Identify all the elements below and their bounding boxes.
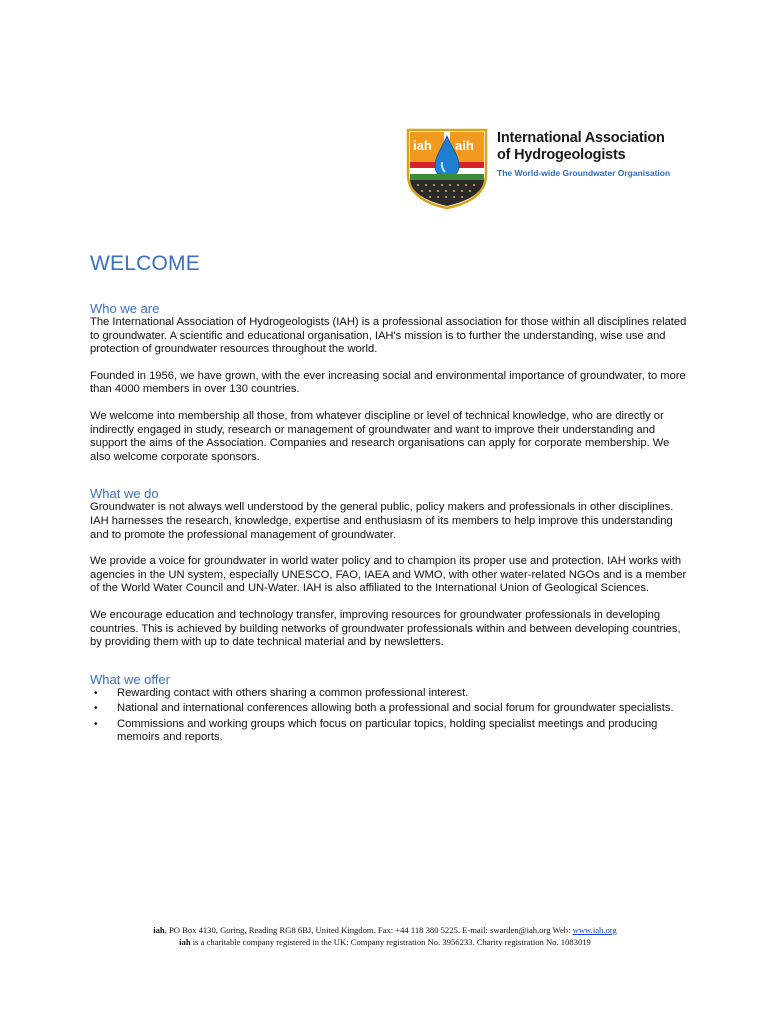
list-item xyxy=(90,718,690,745)
list-item-text: Rewarding contact with others sharing a common professional interest. xyxy=(117,686,469,699)
bullet-icon: • xyxy=(94,718,98,730)
logo-name-line-2: of Hydrogeologists xyxy=(497,147,626,163)
emblem-text-left: iah xyxy=(413,138,432,153)
page-footer xyxy=(0,924,770,948)
footer-org-name: iah xyxy=(153,925,165,935)
list-item xyxy=(90,687,690,701)
emblem-text-right: aih xyxy=(455,138,474,153)
iah-logo xyxy=(406,128,696,210)
bullet-icon: • xyxy=(94,687,98,699)
bullet-icon: • xyxy=(94,703,98,715)
who-we-are-paragraph-3: We welcome into membership all those, from whatever discipline or level of technical knowledge, who are directly or indirectly engaged in study, research or management of groundwater and want to improve their understanding and support the aims of the Association. Companies and research organisations can apply for corporate membership. We also welcome corporate sponsors. xyxy=(90,409,670,463)
who-we-are-heading: Who we are xyxy=(90,301,160,316)
what-we-offer-section xyxy=(90,672,690,745)
footer-address-line xyxy=(0,924,770,936)
list-item-text: National and international conferences allowing both a professional and social forum for groundwater specialists. xyxy=(117,702,674,715)
what-we-do-paragraph-3: We encourage education and technology transfer, improving resources for groundwater professionals in developing countries. This is achieved by building networks of groundwater professionals within and between developing countries, by providing them with up to date technical material and by newsletters. xyxy=(90,608,681,649)
iah-emblem-icon xyxy=(406,128,488,210)
what-we-do-section xyxy=(90,486,690,649)
logo-tagline: The World-wide Groundwater Organisation xyxy=(497,168,671,178)
footer-web-link[interactable]: www.iah.org xyxy=(572,925,617,935)
footer-address-text: , PO Box 4130, Goring, Reading RG8 6BJ, United Kingdom. Fax: +44 118 380 5225. E-mail: swarden@iah.org Web: xyxy=(164,925,573,935)
logo-name-line-1: International Association xyxy=(497,130,665,146)
what-we-do-heading: What we do xyxy=(90,486,159,502)
list-item xyxy=(90,702,690,716)
who-we-are-section xyxy=(90,301,690,464)
document-body xyxy=(90,252,690,747)
what-we-do-paragraph-1: Groundwater is not always well understood by the general public, policy makers and professionals in other disciplines. IAH harnesses the research, knowledge, expertise and enthusiasm of its members to help improve this understanding and to promote the professional management of groundwater. xyxy=(90,501,674,541)
logo-wordmark xyxy=(497,130,697,178)
who-we-are-paragraph-2: Founded in 1956, we have grown, with the ever increasing social and environmental importance of groundwater, to more than 4000 members in over 130 countries. xyxy=(90,369,686,396)
page-title: WELCOME xyxy=(90,252,200,275)
what-we-do-paragraph-2: We provide a voice for groundwater in world water policy and to champion its proper use and protection. IAH works with agencies in the UN system, especially UNESCO, FAO, IAEA and WMO, with other water-related NGOs and is a member of the World Water Council and UN-Water. IAH is also affiliated to the International Union of Geological Sciences. xyxy=(90,555,687,595)
who-we-are-paragraph-1: The International Association of Hydrogeologists (IAH) is a professional association for those within all disciplines related to groundwater. A scientific and educational organisation, IAH's mission is to further the understanding, wise use and protection of groundwater resources throughout the world. xyxy=(90,316,687,356)
footer-registration-line xyxy=(0,936,770,948)
list-item-text: Commissions and working groups which focus on particular topics, holding specialist meetings and producing memoirs and reports. xyxy=(117,717,658,744)
footer-registration-text: is a charitable company registered in the UK: Company registration No. 3956233. Charity registration No. 1083019 xyxy=(190,937,591,947)
what-we-offer-heading: What we offer xyxy=(90,671,170,687)
footer-org-name-2: iah xyxy=(179,937,191,947)
offer-list xyxy=(90,687,690,745)
